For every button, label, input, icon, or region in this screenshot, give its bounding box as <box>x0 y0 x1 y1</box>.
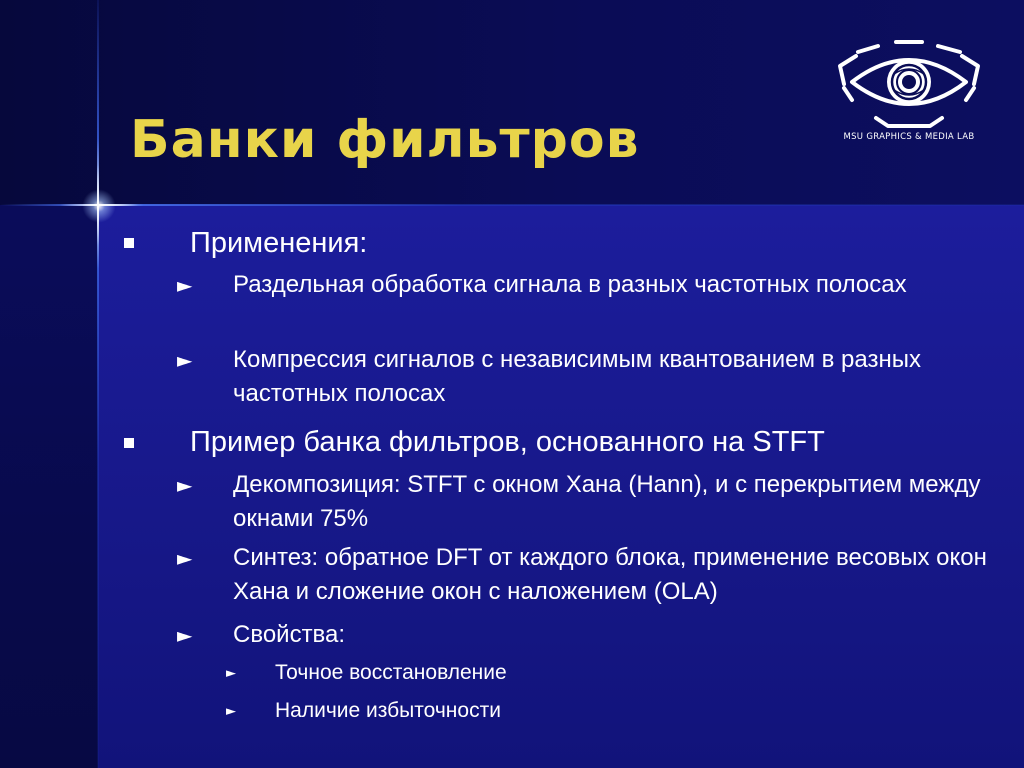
eye-logo-icon <box>834 40 984 130</box>
triangle-bullet-icon: ► <box>177 546 193 570</box>
triangle-bullet-icon: ► <box>177 623 193 647</box>
property-exact-reconstruction: Точное восстановление <box>275 661 507 684</box>
bullet-applications: Применения: <box>190 227 368 259</box>
sub-bullet-separate-processing: Раздельная обработка сигнала в разных частотных полосах <box>233 271 907 298</box>
sparkle-ray-horizontal <box>60 204 138 206</box>
horizontal-divider-line <box>0 204 1024 206</box>
left-margin-background <box>0 205 98 768</box>
msu-graphics-logo <box>834 40 984 160</box>
triangle-bullet-icon: ► <box>177 273 193 297</box>
sub-bullet-properties: Свойства: <box>233 621 346 648</box>
logo-caption: MSU GRAPHICS & MEDIA LAB <box>843 132 975 142</box>
sparkle-glow-icon <box>80 187 118 225</box>
sparkle-ray-vertical <box>97 165 99 245</box>
small-triangle-bullet-icon: ► <box>226 704 236 719</box>
triangle-bullet-icon: ► <box>177 348 193 372</box>
small-triangle-bullet-icon: ► <box>226 666 236 681</box>
square-bullet-icon <box>124 238 134 248</box>
triangle-bullet-icon: ► <box>177 473 193 497</box>
bullet-stft-example: Пример банка фильтров, основанного на STFT <box>190 426 825 458</box>
sub-bullet-decomposition: Декомпозиция: STFT с окном Хана (Hann), и с перекрытием между окнами 75% <box>233 471 981 532</box>
sub-bullet-compression: Компрессия сигналов с независимым квантованием в разных частотных полосах <box>233 346 921 407</box>
property-redundancy: Наличие избыточности <box>275 699 501 722</box>
sub-bullet-synthesis: Синтез: обратное DFT от каждого блока, применение весовых окон Хана и сложение окон с наложением (OLA) <box>233 544 987 605</box>
vertical-divider-line <box>97 0 99 768</box>
slide-title: Банки фильтров <box>130 110 640 170</box>
square-bullet-icon <box>124 438 134 448</box>
